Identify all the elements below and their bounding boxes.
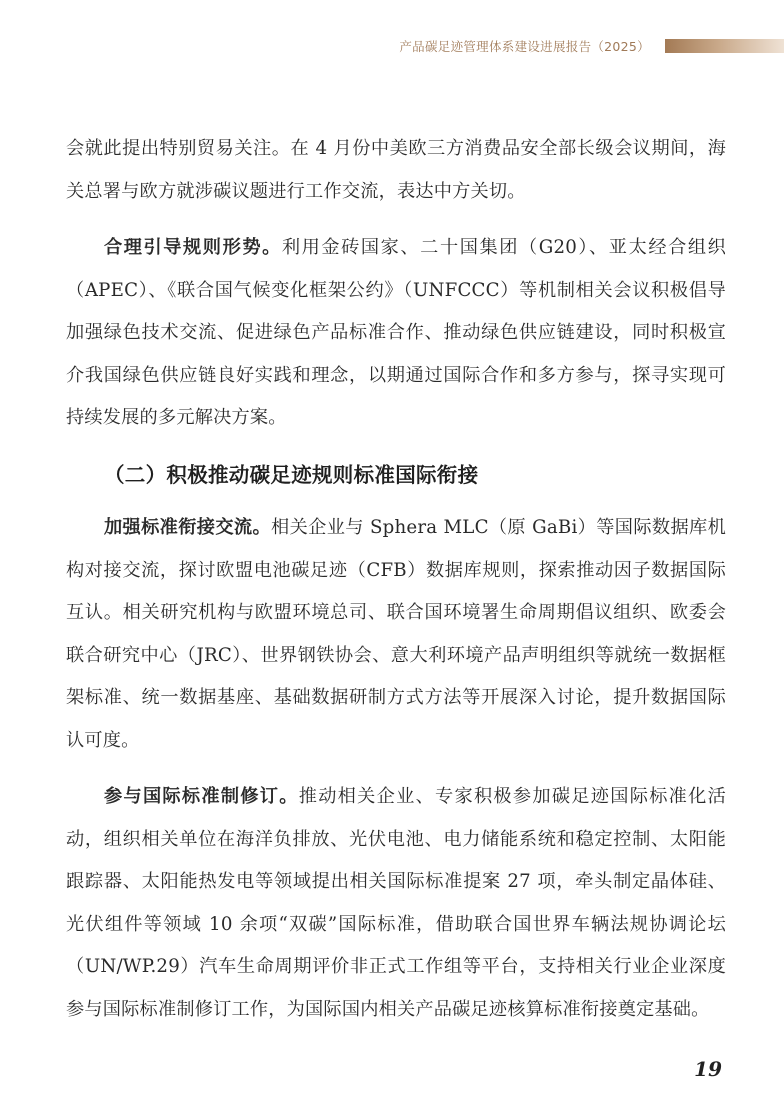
paragraph-text: 相关企业与 Sphera MLC（原 GaBi）等国际数据库机构对接交流，探讨欧盟电池碳足迹（CFB）数据库规则，探索推动因子数据国际互认。相关研究机构与欧盟环境总司、联合国环境署生命周期倡议组织、欧委会联合研究中心（JRC）、世界钢铁协会、意大利环境产品声明组织等就统一数据框架标准、统一数据基座、基础数据研制方式方法等开展深入讨论，提升数据国际认可度。	[66, 517, 726, 751]
paragraph-intl-standards	[66, 776, 726, 1031]
page-header	[0, 34, 784, 58]
paragraph-text: 会就此提出特别贸易关注。在 4 月份中美欧三方消费品安全部长级会议期间，海关总署与欧方就涉碳议题进行工作交流，表达中方关切。	[66, 138, 726, 202]
header-title: 产品碳足迹管理体系建设进展报告（2025）	[399, 39, 650, 54]
page-number: 19	[694, 1057, 722, 1081]
paragraph-continuation	[66, 128, 726, 213]
header-accent-bar	[665, 39, 784, 53]
paragraph-lead: 参与国际标准制修订。	[104, 786, 299, 807]
page-content	[66, 128, 726, 1031]
paragraph-text: 推动相关企业、专家积极参加碳足迹国际标准化活动，组织相关单位在海洋负排放、光伏电池、电力储能系统和稳定控制、太阳能跟踪器、太阳能热发电等领域提出相关国际标准提案 27 项，牵头制定晶体硅、光伏组件等领域 10 余项“双碳”国际标准，借助联合国世界车辆法规协调论坛（UN/WP.29）汽车生命周期评价非正式工作组等平台，支持相关行业企业深度参与国际标准制修订工作，为国际国内相关产品碳足迹核算标准衔接奠定基础。	[66, 786, 726, 1020]
paragraph-rules-guidance	[66, 227, 726, 440]
section-heading: （二）积极推动碳足迹规则标准国际衔接	[104, 462, 479, 487]
paragraph-lead: 合理引导规则形势。	[104, 237, 282, 258]
paragraph-lead: 加强标准衔接交流。	[104, 517, 272, 538]
paragraph-text: 利用金砖国家、二十国集团（G20）、亚太经合组织（APEC）、《联合国气候变化框架公约》（UNFCCC）等机制相关会议积极倡导加强绿色技术交流、促进绿色产品标准合作、推动绿色供应链建设，同时积极宣介我国绿色供应链良好实践和理念，以期通过国际合作和多方参与，探寻实现可持续发展的多元解决方案。	[66, 237, 727, 428]
paragraph-standards-exchange	[66, 507, 726, 762]
